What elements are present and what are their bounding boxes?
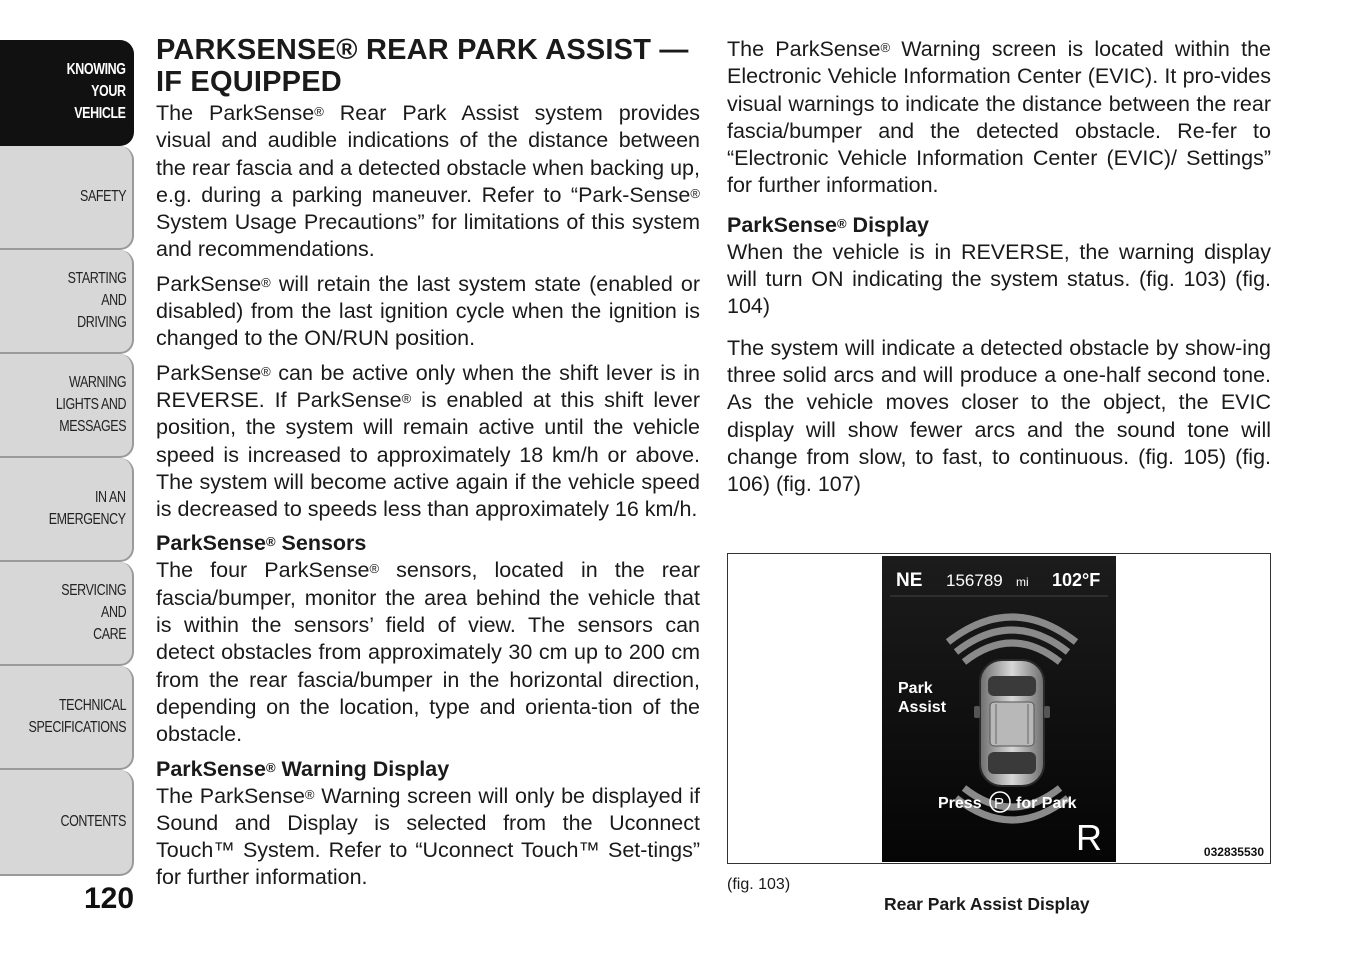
paragraph-display: When the vehicle is in REVERSE, the warning display will turn ON indicating the system status. (fig. 103) (fig. 104): [727, 239, 1271, 319]
car-topview-icon: [974, 660, 1050, 786]
figure-code: 032835530: [1203, 845, 1264, 859]
subheading-sensors: ParkSense® Sensors: [156, 531, 367, 556]
odometer-text: 156789: [946, 571, 1003, 590]
for-park-text: for Park: [1016, 795, 1077, 812]
temperature-text: 102°F: [1052, 570, 1101, 590]
subheading-warning-display: ParkSense® Warning Display: [156, 756, 450, 781]
tab-label: WARNING LIGHTS AND MESSAGES: [55, 374, 126, 435]
tab-label: KNOWING YOUR VEHICLE: [67, 61, 126, 122]
tab-label: TECHNICAL SPECIFICATIONS: [28, 697, 126, 736]
tab-emergency[interactable]: [0, 458, 134, 562]
paragraph-retain: ParkSense® will retain the last system state (enabled or disabled) from the last ignition cycle when the ignition is changed to the ON/RUN position.: [156, 271, 700, 351]
right-column: [727, 36, 1271, 498]
paragraph-active: ParkSense® can be active only when the shift lever is in REVERSE. If ParkSense® is enabled at this shift lever position, the system will remain active until the vehicle speed is increased to approximately 18 km/h or above. The system will become active again if the vehicle speed is decreased to speeds less than approximately 16 km/h.: [156, 360, 700, 522]
paragraph-indicate: The system will indicate a detected obstacle by show-ing three solid arcs and will produce a one-half second tone. As the vehicle moves closer to the object, the EVIC display will show fewer arcs and the sound tone will change from slow, to fast, to continuous. (fig. 105) (fig. 106) (fig. 107): [727, 335, 1271, 497]
gear-indicator: R: [1076, 817, 1102, 858]
tab-label: IN AN EMERGENCY: [49, 489, 126, 528]
tab-knowing-your-vehicle[interactable]: [0, 40, 134, 146]
evic-display-graphic: [882, 556, 1116, 862]
figure-caption: Rear Park Assist Display: [884, 894, 1090, 914]
odometer-unit: mi: [1016, 575, 1029, 589]
park-assist-label-1: Park: [898, 680, 933, 697]
paragraph-evic: The ParkSense® Warning screen is located within the Electronic Vehicle Information Center (EVIC). It pro-vides visual warnings to indicate the distance between the rear fascia/bumper and the detected obstacle. Re-fer to “Electronic Vehicle Information Center (EVIC)/ Settings” for further information.: [727, 37, 1271, 198]
figure-103: [727, 553, 1271, 864]
left-column: [156, 34, 700, 892]
tab-warning-lights[interactable]: [0, 354, 134, 458]
tab-servicing[interactable]: [0, 562, 134, 666]
tab-contents[interactable]: [0, 770, 134, 876]
park-symbol-text: P: [994, 795, 1005, 812]
tab-label: CONTENTS: [60, 813, 126, 830]
tab-label: STARTING AND DRIVING: [67, 270, 126, 331]
tab-safety[interactable]: [0, 146, 134, 250]
section-heading: PARKSENSE® REAR PARK ASSIST — IF EQUIPPED: [156, 34, 689, 98]
evic-screen: [882, 556, 1116, 862]
figure-label: (fig. 103): [727, 876, 791, 893]
tab-label: SAFETY: [79, 188, 126, 205]
tab-technical[interactable]: [0, 666, 134, 770]
paragraph-warning: The ParkSense® Warning screen will only be displayed if Sound and Display is selected from the Uconnect Touch™ System. Refer to “Uconnect Touch™ Set-tings” for further information.: [156, 783, 700, 890]
compass-text: NE: [896, 570, 923, 591]
subheading-display: ParkSense® Display: [727, 212, 930, 237]
paragraph-sensors: The four ParkSense® sensors, located in the rear fascia/bumper, monitor the area behind the vehicle that is within the sensors’ field of view. The sensors can detect obstacles from approximately 30 cm up to 200 cm from the rear fascia/bumper in the horizontal direction, depending on the location, type and orienta-tion of the obstacle.: [156, 558, 700, 747]
tab-starting-and-driving[interactable]: [0, 250, 134, 354]
paragraph-intro: The ParkSense® Rear Park Assist system provides visual and audible indications of the distance between the rear fascia and a detected obstacle when backing up, e.g. during a parking maneuver. Refer to “Park-Sense® System Usage Precautions” for limitations of this system and recommendations.: [156, 101, 700, 262]
park-assist-label-2: Assist: [898, 699, 947, 716]
page-number: 120: [84, 882, 135, 915]
press-text: Press: [938, 795, 982, 812]
tab-label: SERVICING AND CARE: [61, 582, 126, 643]
